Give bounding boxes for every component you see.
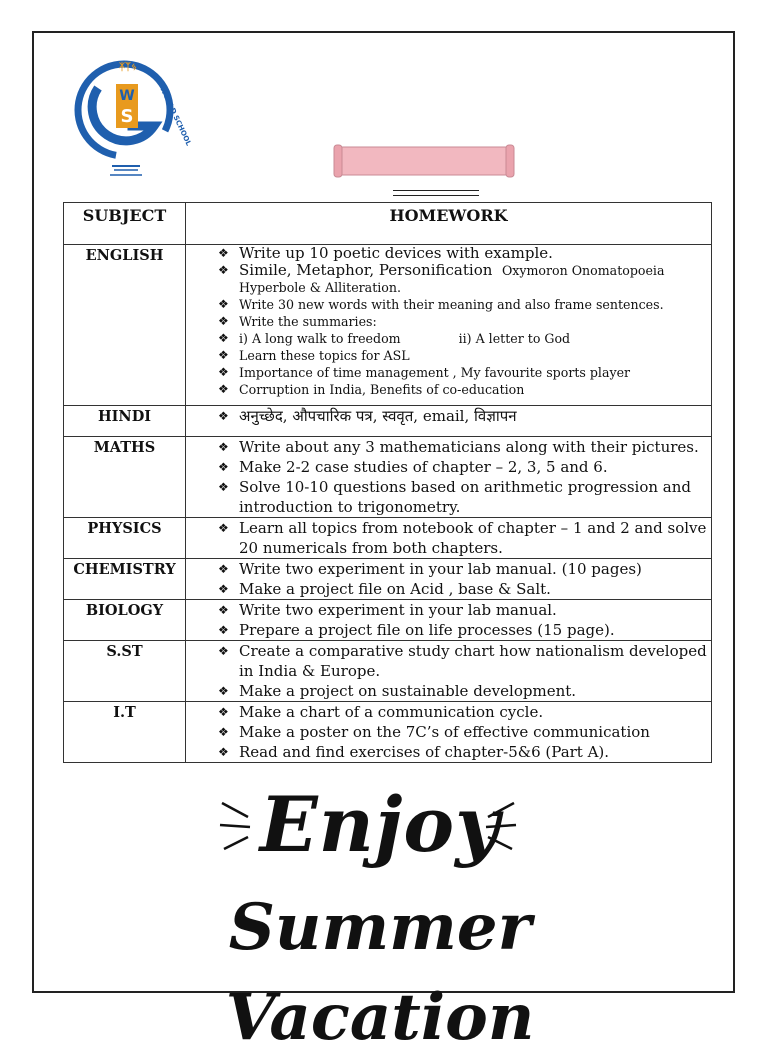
subject-cell: I.T — [64, 702, 186, 763]
enjoy-text: Enjoy — [259, 780, 501, 869]
list-item: ❖ Make 2-2 case studies of chapter – 2, 3, 5 and 6. — [218, 457, 711, 477]
list-item: ❖ Create a comparative study chart how nationalism developed in India & Europe. — [218, 641, 711, 681]
homework-cell — [186, 641, 712, 702]
list-item: ❖ Write two experiment in your lab manual. — [218, 600, 711, 620]
list-item: ❖ Write up 10 poetic devices with example. — [218, 245, 711, 262]
subject-cell: CHEMISTRY — [64, 559, 186, 600]
school-logo — [68, 48, 193, 180]
list-item: ❖ Learn these topics for ASL — [218, 347, 711, 364]
homework-cell — [186, 437, 712, 518]
list-item: ❖ Learn all topics from notebook of chapter – 1 and 2 and solve 20 numericals from both chapters. — [218, 518, 711, 558]
svg-text:ᛡᛉᛃ: ᛡᛉᛃ — [119, 62, 137, 73]
list-item: ❖ Corruption in India, Benefits of co-education — [218, 381, 711, 398]
decorative-underline — [393, 190, 479, 196]
table-row — [64, 245, 712, 406]
homework-table — [63, 202, 712, 763]
homework-cell — [186, 245, 712, 406]
list-item: ❖ Write the summaries: — [218, 313, 711, 330]
list-item: ❖ Make a poster on the 7C’s of effective communication — [218, 722, 711, 742]
table-row — [64, 641, 712, 702]
table-row — [64, 518, 712, 559]
list-item: ❖ Read and find exercises of chapter-5&6 (Part A). — [218, 742, 711, 762]
homework-header: HOMEWORK — [186, 203, 712, 245]
svg-text:WORLD SCHOOL: WORLD SCHOOL — [158, 85, 193, 148]
subject-cell: ENGLISH — [64, 245, 186, 406]
table-row — [64, 559, 712, 600]
subject-cell: PHYSICS — [64, 518, 186, 559]
list-item: ❖ Make a chart of a communication cycle. — [218, 702, 711, 722]
list-item: ❖ Prepare a project file on life processes (15 page). — [218, 620, 711, 640]
table-row — [64, 702, 712, 763]
list-item: ❖ Write 30 new words with their meaning and also frame sentences. — [218, 296, 711, 313]
table-row — [64, 406, 712, 437]
list-item: ❖ Simile, Metaphor, Personification Oxymoron Onomatopoeia Hyperbole & Alliteration. — [218, 262, 711, 296]
table-row — [64, 437, 712, 518]
table-header-row — [64, 203, 712, 245]
subject-header: SUBJECT — [64, 203, 186, 245]
title-banner — [333, 143, 515, 179]
list-item: ❖ Make a project file on Acid , base & Salt. — [218, 579, 711, 599]
homework-cell — [186, 406, 712, 437]
homework-cell — [186, 559, 712, 600]
list-item: ❖ Write two experiment in your lab manual. (10 pages) — [218, 559, 711, 579]
subject-cell: MATHS — [64, 437, 186, 518]
subject-cell: HINDI — [64, 406, 186, 437]
subject-cell: S.ST — [64, 641, 186, 702]
list-item: ❖ Solve 10-10 questions based on arithmetic progression and introduction to trigonometry. — [218, 477, 711, 517]
svg-text:W: W — [119, 88, 135, 104]
table-row — [64, 600, 712, 641]
svg-text:S: S — [120, 106, 134, 127]
enjoy-summer-vacation-graphic — [70, 775, 690, 1055]
list-item: ❖ Importance of time management , My favourite sports player — [218, 364, 711, 381]
homework-cell — [186, 702, 712, 763]
subject-cell: BIOLOGY — [64, 600, 186, 641]
list-item: ❖ i) A long walk to freedom ii) A letter to God — [218, 330, 711, 347]
homework-cell — [186, 518, 712, 559]
list-item: ❖ Make a project on sustainable development. — [218, 681, 711, 701]
homework-cell — [186, 600, 712, 641]
list-item: ❖ अनुच्छेद, औपचारिक पत्र, स्ववृत, email, विज्ञापन — [218, 406, 711, 426]
summer-vacation-text: Summer Vacation — [225, 890, 535, 1055]
list-item: ❖ Write about any 3 mathematicians along with their pictures. — [218, 437, 711, 457]
